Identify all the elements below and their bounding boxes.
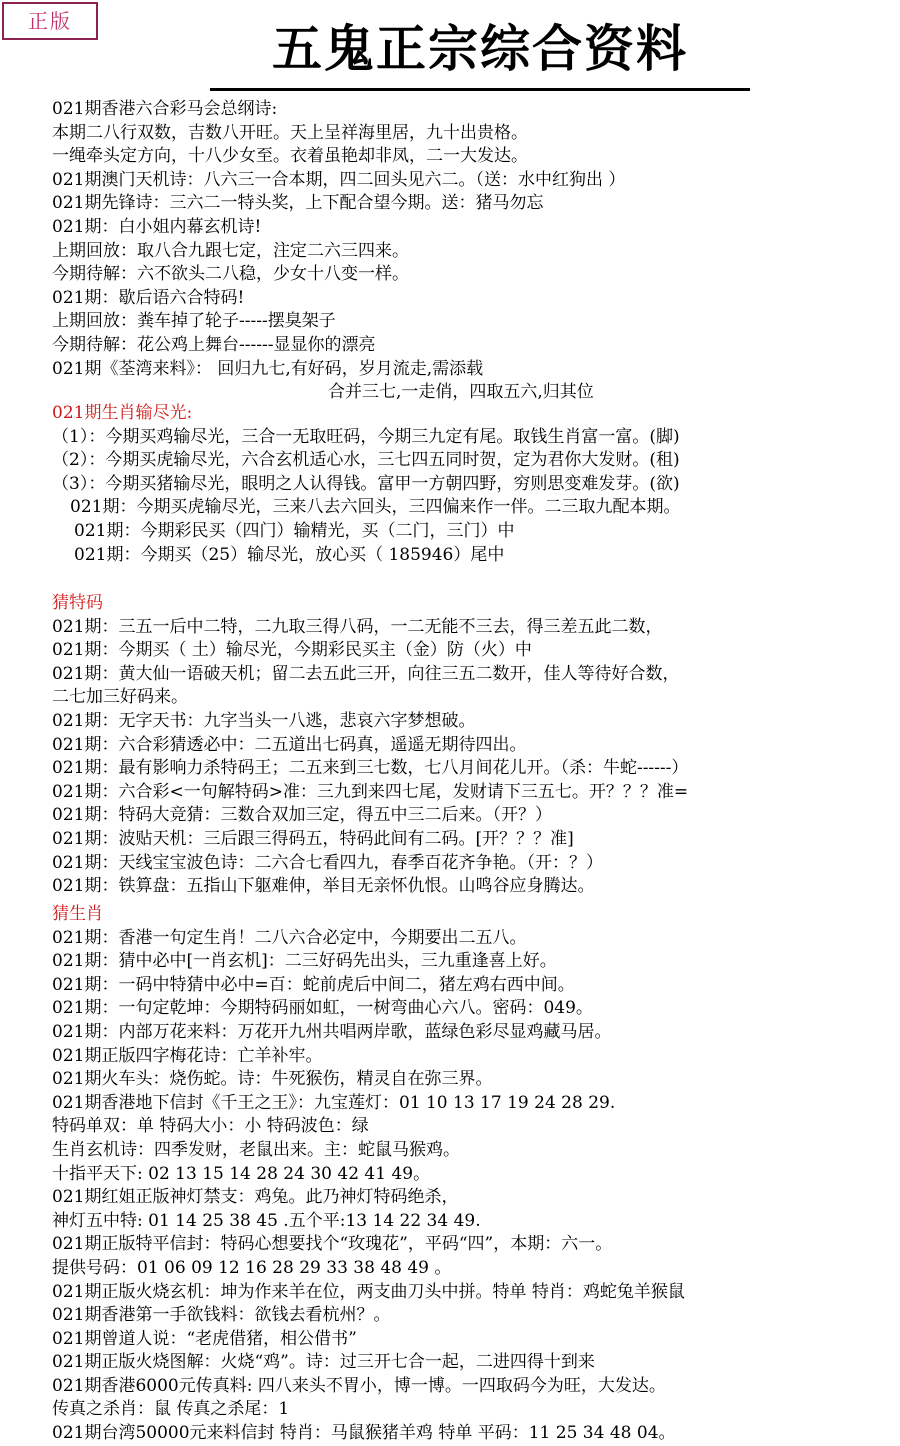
text-line: （3）：今期买猪输尽光，眼明之人认得钱。富甲一方朝四野，穷则思变难发芽。(欲) [52,473,680,494]
text-line: 021期：猜中必中[一肖玄机]：二三好码先出头，三九重逢喜上好。 [52,951,557,972]
text-line: 021期：波贴天机：三后跟三得码五，特码此间有二码。[开？？？准] [52,828,574,849]
section-heading: 021期生肖输尽光: [52,403,193,423]
text-line: 021期：黄大仙一语破天机；留二去五此三开，向往三五二数开，佳人等待好合数， [52,663,680,684]
text-line: 021期《荃湾来料》： 回归九七,有好码，岁月流走,需添载 [52,358,484,379]
text-line: 021期：今期买虎输尽光，三来八去六回头，三四偏来作一伴。二三取九配本期。 [70,497,681,518]
text-line: 021期澳门天机诗：八六三一合本期，四二回头见六二。（送：水中红狗出 ） [52,169,626,190]
text-line: 021期先锋诗：三六二一特头奖，上下配合望今期。送：猪马勿忘 [52,193,544,214]
text-line: 021期：一码中特猜中必中=百：蛇前虎后中间二，猪左鸡右西中间。 [52,974,575,995]
text-line: 021期香港地下信封《千王之王》：九宝莲灯：01 10 13 17 19 24 28 29. [52,1092,616,1113]
text-line: 上期回放：取八合九跟七定，注定二六三四来。 [52,240,409,261]
text-line: 021期：内部万花来料：万花开九州共唱两岸歌，蓝绿色彩尽显鸡藏马居。 [52,1021,612,1042]
text-line: 上期回放：粪车掉了轮子-----摆臭架子 [52,311,336,332]
text-line: 021期香港六合彩马会总纲诗: [52,99,278,119]
edition-badge: 正版 [2,2,98,40]
text-line: 生肖玄机诗：四季发财，老鼠出来。主：蛇鼠马猴鸡。 [52,1139,460,1160]
text-line: 021期：今期买（ 土）输尽光，今期彩民买主（金）防（火）中 [52,640,532,661]
text-line: 合并三七,一走俏，四取五六,归其位 [328,382,594,403]
text-line: 021期：特码大竞猜：三数合双加三定，得五中三二后来。（开？） [52,805,552,826]
text-line: 021期：三五一后中二特，二九取三得八码，一二无能不三去，得三差五此二数， [52,616,663,637]
section-guess-number [0,592,900,899]
text-line: 021期：香港一句定生肖！二八六合必定中，今期要出二五八。 [52,927,527,948]
page-title: 五鬼正宗综合资料 [210,10,750,91]
text-line: 特码单双：单 特码大小：小 特码波色：绿 [52,1116,369,1137]
text-line: 021期：铁算盘：五指山下躯难伸，举目无亲怀仇恨。山鸣谷应身腾达。 [52,876,595,897]
text-line: 021期正版四字梅花诗：亡羊补牢。 [52,1045,323,1066]
text-line: 021期正版火烧玄机：坤为作来羊在位，两支曲刀头中拼。特单 特肖：鸡蛇兔羊猴鼠 [52,1281,685,1302]
text-line: 今期待解：六不欲头二八稳，少女十八变一样。 [52,264,409,285]
text-line: 二七加三好码来。 [52,687,188,708]
text-line: 今期待解：花公鸡上舞台------显显你的漂亮 [52,334,376,355]
text-line: 021期：六合彩<一句解特码>准：三九到来四七尾，发财请下三五七。开？？？准= [52,781,689,802]
text-line: 021期正版火烧图解：火烧“鸡”。诗：过三开七合一起，二进四得十到来 [52,1352,595,1373]
text-line: 021期：天线宝宝波色诗：二六合七看四九，春季百花齐争艳。（开：？） [52,852,603,873]
section-heading: 猜生肖 [52,904,103,924]
text-line: 021期红姐正版神灯禁支：鸡兔。此乃神灯特码绝杀， [52,1187,459,1208]
text-line: 十指平天下: 02 13 15 14 28 24 30 42 41 49。 [52,1163,431,1184]
text-line: 021期：白小姐内幕玄机诗! [52,216,262,237]
text-line: （2）：今期买虎输尽光，六合玄机适心水，三七四五同时贺，定为君你大发财。(租) [52,450,680,471]
text-line: 021期：歇后语六合特码! [52,287,245,308]
text-line: 021期：一句定乾坤：今期特码丽如虹，一树弯曲心六八。密码：049。 [52,998,593,1019]
text-line: 提供号码：01 06 09 12 16 28 29 33 38 48 49 。 [52,1257,452,1278]
text-line: 神灯五中特: 01 14 25 38 45 .五个平:13 14 22 34 49. [52,1210,481,1231]
text-line: 021期：今期彩民买（四门）输精光，买（二门，三门）中 [74,520,515,541]
section-zodiac-lose [0,402,900,567]
text-line: （1）：今期买鸡输尽光，三合一无取旺码，今期三九定有尾。取钱生肖富一富。(脚) [52,426,680,447]
text-line: 021期正版特平信封：特码心想要找个“玫瑰花”，平码“四”，本期：六一。 [52,1234,613,1255]
text-line: 021期：今期买（25）输尽光，放心买（ 185946）尾中 [74,544,505,565]
section-heading: 猜特码 [52,593,103,613]
text-line: 021期香港6000元传真料: 四八来头不胃小，博一博。一四取码今为旺，大发达。 [52,1375,666,1396]
text-line: 021期火车头：烧伤蛇。诗：牛死猴伤，精灵自在弥三界。 [52,1069,493,1090]
section-poems [0,98,900,405]
text-line: 021期：最有影响力杀特码王；二五来到三七数，七八月间花儿开。（杀：牛蛇------） [52,758,689,779]
text-line: 一绳牵头定方向，十八少女至。衣着虽艳却非凤，二一大发达。 [52,146,528,167]
text-line: 021期台湾50000元来料信封 特肖：马鼠猴猪羊鸡 特单 平码：11 25 34 48 04。 [52,1423,676,1444]
text-line: 021期：六合彩猜透必中：二五道出七码真，遥遥无期待四出。 [52,734,527,755]
text-line: 021期曾道人说：“老虎借猪，相公借书” [52,1328,357,1349]
text-line: 021期香港第一手欲钱料：欲钱去看杭州？。 [52,1305,391,1326]
text-line: 传真之杀肖：鼠 传真之杀尾：1 [52,1399,290,1420]
section-guess-zodiac [0,903,900,1446]
text-line: 本期二八行双数，吉数八开旺。天上呈祥海里居，九十出贵格。 [52,122,528,143]
text-line: 021期：无字天书：九字当头一八逃，悲哀六字梦想破。 [52,710,476,731]
